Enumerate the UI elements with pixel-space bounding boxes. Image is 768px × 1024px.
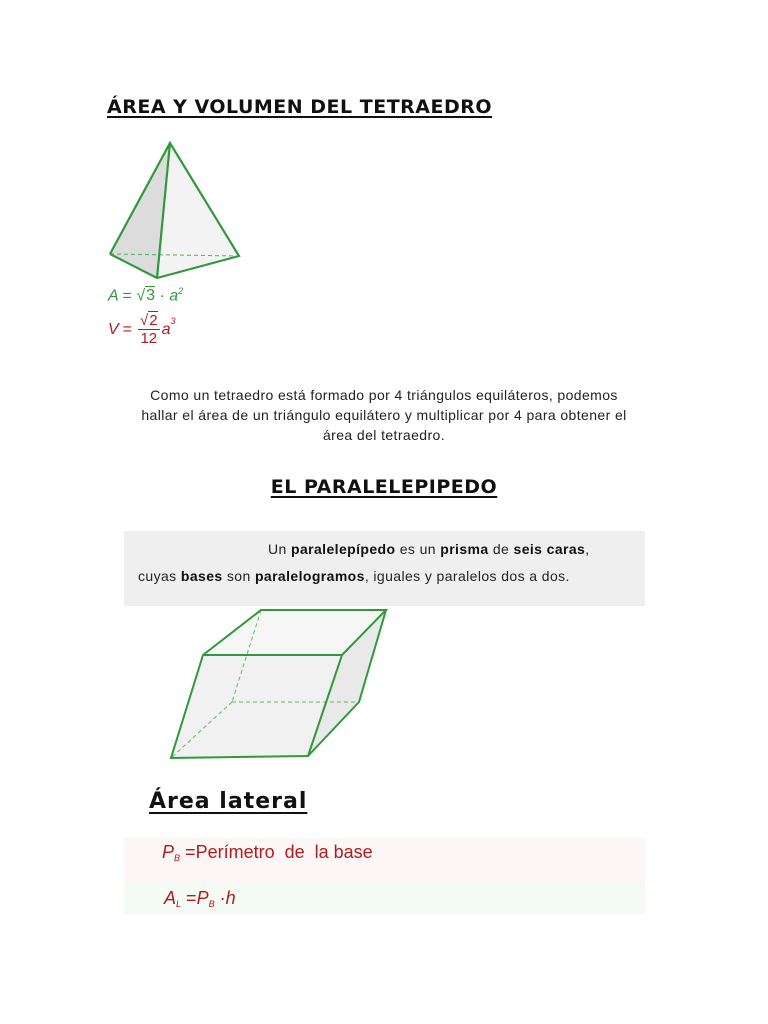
paralelepipedo-title: EL PARALELEPIPEDO: [270, 476, 498, 498]
tetra-right-face: [157, 143, 239, 278]
area-formula: $A = √3 \cdot a^2$: [108, 286, 184, 305]
volume-den: 12: [140, 330, 158, 347]
definition-line-2: cuyas bases son paralelogramos, iguales y paralelos dos a dos.: [138, 568, 570, 584]
tetraedro-description: Como un tetraedro está formado por 4 triángulos equiláteros, podemos hallar el área de un triángulo equilátero y multiplicar por 4 para obtener el área del tetraedro.: [141, 387, 627, 443]
area-var: a: [169, 287, 179, 305]
area-lhs: A: [108, 287, 119, 305]
volume-fraction: $\frac{√2}{12}$: [140, 312, 158, 347]
pb-formula: $P_B$ =Perímetro de la base: [162, 842, 373, 863]
area-lateral-title: Área lateral: [149, 789, 308, 814]
tetrahedron-figure: [104, 138, 244, 283]
volume-lhs: V: [108, 320, 119, 338]
volume-eq: =: [122, 320, 133, 338]
area-exp: 2: [178, 286, 184, 296]
area-root: 3: [146, 287, 156, 305]
area-eq: =: [122, 287, 132, 305]
volume-root: 2: [149, 312, 158, 329]
area-dot: ·: [159, 287, 165, 305]
volume-formula: [108, 312, 176, 347]
volume-var: a: [161, 320, 171, 338]
definition-line-1: Un paralelepípedo es un prisma de seis caras,: [268, 541, 590, 557]
tetraedro-title: ÁREA Y VOLUMEN DEL TETRAEDRO: [107, 96, 493, 118]
al-formula: $A_L =P_B \cdot h$: [164, 888, 236, 909]
parallelepiped-figure: [166, 606, 391, 764]
volume-exp: 3: [170, 316, 176, 326]
